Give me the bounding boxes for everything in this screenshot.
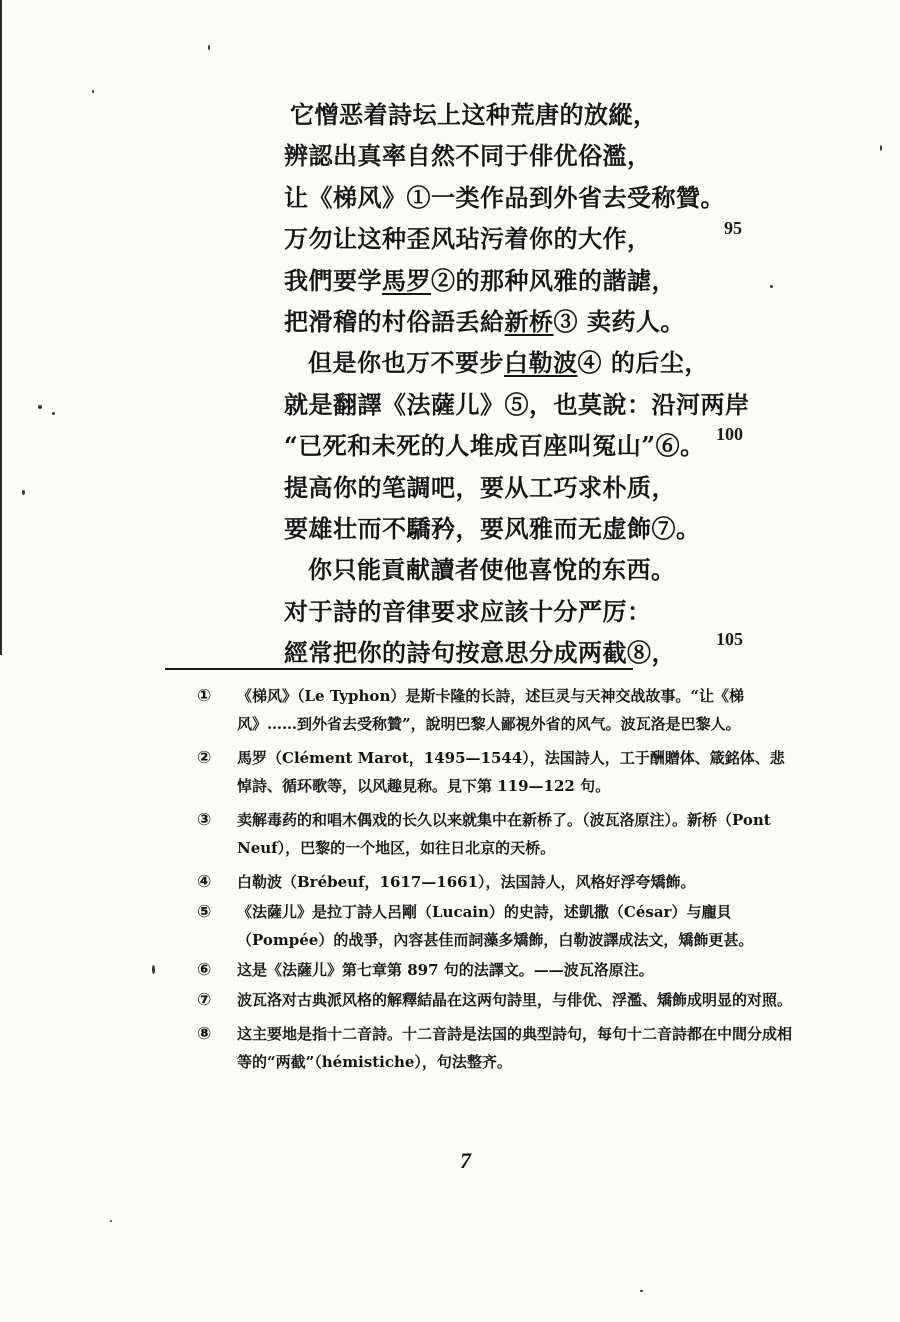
verse-line: 让《梯风》①一类作品到外省去受称贊。	[284, 182, 725, 212]
line-number: 105	[716, 629, 743, 649]
footnote-text: 卖解毒药的和唱木偶戏的长久以来就集中在新桥了。（波瓦洛原注）。新桥（Pont Neuf），巴黎的一个地区，如往日北京的天桥。	[237, 811, 771, 857]
footnote	[197, 744, 797, 800]
verse-line: 要雄壮而不驕矜，要风雅而无虚飾⑦。	[284, 513, 701, 543]
footnote	[197, 956, 797, 984]
footnote	[197, 1020, 797, 1076]
footnote-text: 波瓦洛对古典派风格的解釋結晶在这两句詩里，与俳优、浮濫、矯飾成明显的对照。	[237, 991, 793, 1009]
footnote	[197, 682, 797, 738]
footnote	[197, 868, 797, 896]
verse-line: “已死和未死的人堆成百座叫冤山”⑥。	[284, 431, 705, 461]
line-number: 95	[724, 218, 742, 238]
verse-line: 提高你的笔調吧，要从工巧求朴质，	[284, 472, 676, 502]
footnote	[197, 986, 797, 1014]
footnote-text: 馬罗（Clément Marot，1495—1544），法国詩人，工于酬贈体、箴銘体、悲悼詩、循环歌等，以风趣見称。見下第 119—122 句。	[237, 749, 785, 795]
scan-speck	[110, 1220, 112, 1222]
verse-line: 对于詩的音律要求应該十分严厉：	[284, 596, 652, 626]
footnote-marker: ③	[197, 810, 212, 830]
verse-line: 万勿让这种歪风玷污着你的大作，	[284, 224, 652, 254]
scan-speck	[38, 405, 42, 409]
footnote-text: 这主要地是指十二音詩。十二音詩是法国的典型詩句，每句十二音詩都在中間分成相等的“两截”（hémistiche），句法整齐。	[237, 1025, 793, 1071]
footnote-marker: ⑦	[197, 990, 212, 1010]
scan-speck	[770, 285, 773, 288]
footnote-text: 《法薩儿》是拉丁詩人呂剛（Lucain）的史詩，述凱撒（César）与龐貝（Pompée）的战爭，內容甚佳而詞藻多矯飾，白勒波譯成法文，矯飾更甚。	[237, 903, 754, 949]
footnote-separator	[165, 668, 633, 670]
scan-speck	[52, 412, 55, 415]
footnote-marker: ①	[197, 686, 212, 706]
footnote-marker: ②	[197, 748, 212, 768]
scan-speck	[208, 45, 210, 50]
page-number: 7	[460, 1148, 471, 1173]
footnote-text: 白勒波（Brébeuf，1617—1661），法国詩人，风格好浮夸矯飾。	[237, 873, 696, 891]
footnote-text: 《梯风》（Le Typhon）是斯卡隆的长詩，述巨灵与天神交战故事。“让《梯风》……到外省去受称贊”，說明巴黎人鄙視外省的风气。波瓦洛是巴黎人。	[237, 687, 744, 733]
footnote-marker: ④	[197, 872, 212, 892]
footnote	[197, 898, 797, 954]
verse-line: 就是翻譯《法薩儿》⑤，也莫說：沿河两岸	[284, 389, 750, 419]
verse-line: 辨認出真率自然不同于俳优俗濫，	[284, 141, 652, 171]
footnote-marker: ⑧	[197, 1024, 212, 1044]
verse-line: 你只能貢献讀者使他喜悅的东西。	[308, 555, 676, 585]
verse-line: 我們要学馬罗②的那种风雅的諧謔，	[284, 265, 676, 295]
scan-speck	[22, 490, 25, 495]
footnote-text: 这是《法薩儿》第七章第 897 句的法譯文。——波瓦洛原注。	[237, 961, 654, 979]
scan-speck	[152, 965, 155, 974]
underlined-name: 馬罗	[382, 265, 431, 295]
footnote	[197, 806, 797, 862]
verse-line: 把滑稽的村俗語丢給新桥③ 卖药人。	[284, 306, 685, 336]
verse-line: 但是你也万不要步白勒波④ 的后尘，	[308, 348, 709, 378]
underlined-name: 白勒波	[504, 348, 578, 378]
line-number: 100	[716, 424, 743, 444]
verse-line: 經常把你的詩句按意思分成两截⑧，	[284, 638, 676, 668]
footnote-marker: ⑤	[197, 902, 212, 922]
footnotes	[197, 682, 797, 1082]
scan-speck	[640, 1290, 643, 1292]
underlined-name: 新桥	[504, 306, 554, 336]
verse-line: 它憎恶着詩坛上这种荒唐的放縱，	[290, 100, 658, 129]
scan-speck	[880, 145, 882, 151]
page-edge-shadow	[0, 0, 2, 655]
footnote-marker: ⑥	[197, 960, 212, 980]
scan-speck	[92, 90, 94, 93]
